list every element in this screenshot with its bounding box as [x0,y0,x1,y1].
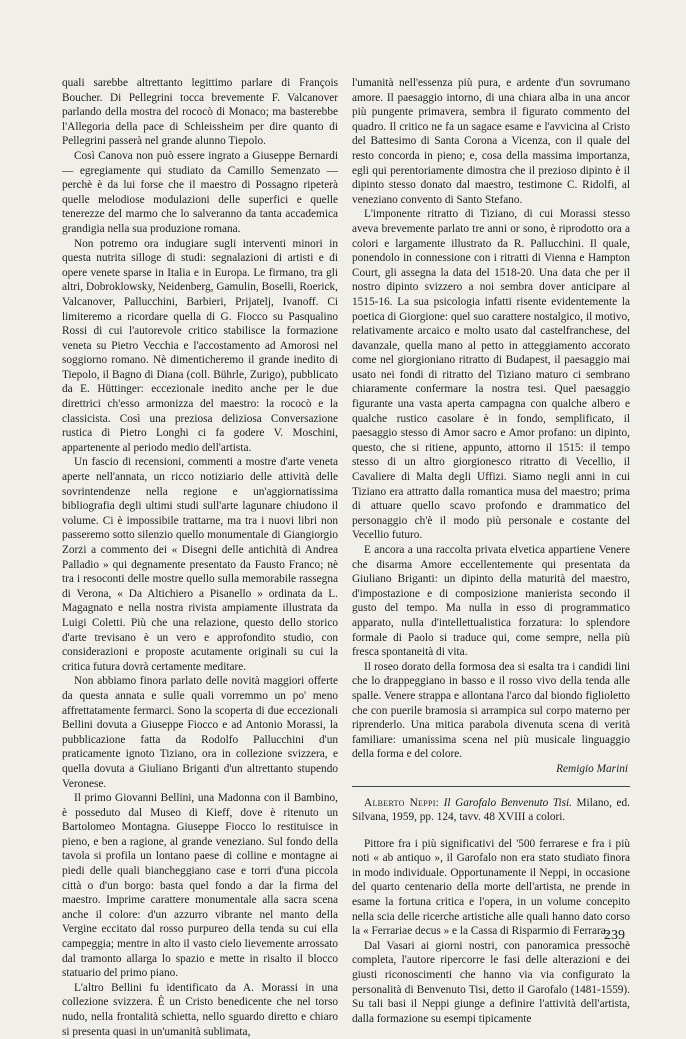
review-book-title: Il Garofalo Benvenuto Tisi. [443,796,572,809]
author-signature: Remigio Marini [556,762,628,775]
review-book-details: Milano, ed. Silvana, 1959, pp. 124, tavv. 48 XVIII a colori. [352,796,630,824]
paragraph: quali sarebbe altrettanto legittimo parlare di François Boucher. Di Pellegrini tocca brevemente F. Valcanover parlando della mostra del rococò di Monaco; ma basterebbe l'Allegoria della pace di Schleissheim per dire quanto di Pellegrini passerà nel grande alunno Tiepolo. [62,77,338,148]
paragraph: Così Canova non può essere ingrato a Giuseppe Bernardi — egregiamente qui studiato da Camillo Semenzato — perchè è da lui forse che il maestro di Possagno ripeterà quelle melodiose modulazioni delle superfici e quelle tenerezze del marmo che lo salveranno da tanta accademica grandigia nella sua produzione romana. [62,149,338,235]
paragraph: L'imponente ritratto di Tiziano, di cui Morassi stesso aveva brevemente parlato tre anni or sono, è riprodotto ora a colori e largamente illustrato da R. Pallucchini. Il quale, ponendolo in connessione con i ritratti di Vienna e Hampton Court, gli assegna la data del 1518-20. Una data che per il nostro dipinto svizzero a noi sembra dover anticipare al 1515-16. La sua psicologia infatti risente evidentemente la poetica di Giorgione: quel suo carattere nostalgico, il motivo, relativamente arcaico e molto usato dal castelfranchese, del davanzale, quella mano al petto in atteggiamento accorato come nel giorgioniano ritratto di Budapest, il paesaggio mai usato nei fondi di ritratto del Tiziano maturo ci sembrano chiaramente confermare la nostra tesi. Quel paesaggio figurante una vasta aperta campagna con qualche albero e qualche rustico casolare è in fondo, semplificato, il paesaggio stesso di Amor sacro e Amor profano: un dipinto, questo, che si ritiene, appunto, attorno il 1515: il tempo stesso di un altro giorgionesco ritratto di Vecellio, il Cavaliere di Malta degli Uffizi. Siamo negli anni in cui Tiziano era attratto dalla romantica musa del maestro; prima di attuare quello scavo profondo e drammatico del personaggio ch'è il modo più personale e costante del Vecellio futuro. [352,208,630,542]
paragraph: Non abbiamo finora parlato delle novità maggiori offerte da questa annata e sulle quali vorremmo un po' meno affrettatamente fermarci. Sono la scoperta di due eccezionali Bellini dovuta a Giuseppe Fiocco e ad Antonio Morassi, la pubblicazione fatta da Rodolfo Pallucchini d'un praticamente ignoto Tiziano, ora in collezione svizzera, e quella dovuta a Giuliano Briganti d'un altrettanto stupendo Veronese. [62,675,338,790]
right-text-column [352,76,630,1026]
paragraph: Un fascio di recensioni, commenti a mostre d'arte veneta aperte nell'annata, un ricco notiziario delle attività delle sovrintendenze nella regione e un'aggiornatissima bibliografia degli ultimi studi sull'arte lagunare chiudono il volume. Ci è impossibile trattarne, ma tra i nuovi libri non passeremo sotto silenzio quello monumentale di Giangiorgio Zorzi a commento dei « Disegni delle antichità di Andrea Palladio » qui degnamente presentato da Fausto Franco; nè tra i resoconti delle mostre quello sulla memorabile rassegna di Verona, « Da Altichiero a Pisanello » ordinata da L. Magagnato e nella nostra rivista ampiamente illustrata da Luigi Coletti. Più che una relazione, questo dello storico d'arte trevisano è un vero e approfondito studio, con considerazioni e proposte acutamente originali su cui la critica futura dovrà certamente meditare. [62,456,338,673]
paragraph: Il roseo dorato della formosa dea si esalta tra i candidi lini che lo drappeggiano in basso e il rosso vivo della tenda alle spalle. Venere strappa e allontana l'arco dal biondo figlioletto che con puerile bramosia si arrampica sul corpo materno per riprenderlo. Una mitica parabola divenuta scena di verità familiare: umanissima scena nel più musicale linguaggio della forma e del colore. [352,660,630,761]
paragraph: l'umanità nell'essenza più pura, e ardente d'un sovrumano amore. Il paesaggio intorno, di una chiara alba in una ancor più pungente primavera, sembra il figurato commento del quadro. Il critico ne fa un sagace esame e l'avvicina al Cristo del Battesimo di Santa Corona a Vicenza, con il quale del resto concorda in pieno; e, cosa della massima importanza, egli qui perentoriamente dimostra che il prezioso dipinto è il dipinto stesso donato dal maestro, testimone C. Ridolfi, al veneziano convento di Santo Stefano. [352,77,630,206]
paragraph: Non potremo ora indugiare sugli interventi minori in questa nutrita silloge di studi: segnalazioni di artisti e di opere venete sparse in Italia e in Europa. Le firmano, tra gli altri, Dobroklowsky, Neidenberg, Gamulin, Boselli, Roerick, Valcanover, Pallucchini, Barbieri, Prijatelj, Ivanoff. Ci limiteremo a ricordare quella di G. Fiocco su Pasqualino Rossi di cui l'autorevole critico stabilisce la formazione veneta su Pietro Vecchia e l'accostamento ad Amorosi nel soggiorno romano. Nè dimenticheremo il grande inedito di Tiepolo, il Bagno di Diana (coll. Bührle, Zurigo), pubblicato da E. Hüttinger: eccezionale inedito anche per le due direttrici ch'esso armonizza del maestro: la rococò e la classicista. Così una preziosa deliziosa Conversazione rustica di Pietro Longhi ci fa godere V. Moschini, appartenente al periodo medio dell'artista. [62,237,338,454]
page-number: 239 [604,928,625,943]
paragraph: Il primo Giovanni Bellini, una Madonna con il Bambino, è posseduto dal Museo di Kieff, dove è ritenuto un Bartolomeo Montagna. Giuseppe Fiocco lo restituisce in pieno, e ben a ragione, al grande veneziano. Sul fondo della tavola si profila un lontano paese di colline e montagne ai piedi delle quali biancheggiano case e torri d'una piccola città o d'un borgo: basta quel fondo a dar la firma del maestro. Imprime carattere monumentale alla sacra scena anche il colore: d'un azzurro vibrante nel manto della Vergine eccitato dal rosso purpureo della tenda su cui ella campeggia; mentre in alto il vasto cielo lievemente arrossato dal tramonto allarga lo spazio e mette in risalto il blocco statuario del primo piano. [62,792,338,980]
review-author: Alberto Neppi: [364,796,440,809]
section-divider [352,786,630,787]
review-heading [352,796,630,825]
left-text-column [62,76,338,1039]
paragraph: Pittore fra i più significativi del '500 ferrarese e fra i più noti « ab antiquo », il Garofalo non era stato studiato finora in modo individuale. Opportunamente il Neppi, in occasione del quarto centenario della morte dell'artista, ne prende in esame la fortuna critica e l'opera, in un volume concepito nella scia delle ricerche artistiche alle quali hanno dato corso la « Ferrariae decus » e la Cassa di Risparmio di Ferrara. [352,837,630,938]
paragraph: E ancora a una raccolta privata elvetica appartiene Venere che disarma Amore eccellentemente qui presentata da Giuliano Briganti: un dipinto della maturità del maestro, d'impostazione e di composizione manierista secondo il gusto del tempo. Ma nulla in esso di programmatico apparato, nulla d'intellettualistica forzatura: lo splendore formale di Paolo si traduce qui, come sempre, nella più fresca spontaneità di vita. [352,544,630,659]
paragraph: L'altro Bellini fu identificato da A. Morassi in una collezione svizzera. È un Cristo benedicente che nel torso nudo, nella frontalità schietta, nello sguardo diretto e chiaro si presenta quasi in un'umanità sublimata, [62,981,338,1038]
paragraph: Dal Vasari ai giorni nostri, con panoramica pressochè completa, l'autore ripercorre le fasi delle alterazioni e dei giusti riconoscimenti che hanno via via configurato la personalità di Benvenuto Tisi, detto il Garofalo (1481-1559). Su tali basi il Neppi giunge a definire l'attività dell'artista, dalla formazione su esempi tipicamente [352,939,630,1025]
